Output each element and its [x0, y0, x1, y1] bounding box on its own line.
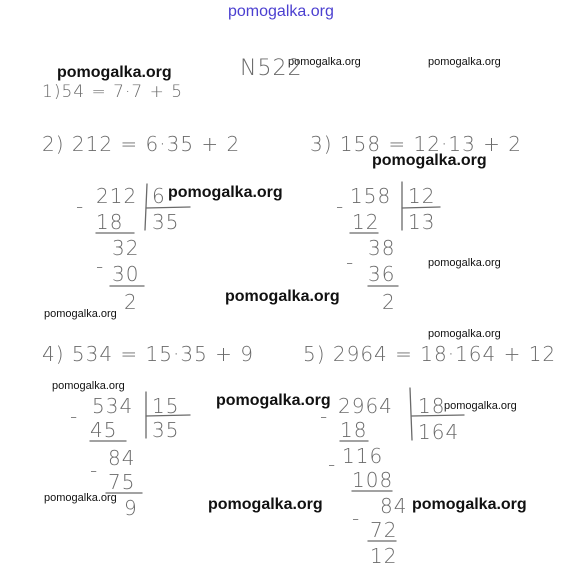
- equation-4: 4) 534 = 15·35 + 9: [42, 342, 254, 366]
- site-watermark: pomogalka.org: [444, 400, 517, 412]
- division-bracket: [146, 415, 190, 416]
- quotient: 13: [408, 210, 436, 234]
- site-watermark: pomogalka.org: [52, 380, 125, 392]
- remainder: 2: [382, 290, 396, 314]
- divisor: 12: [408, 184, 436, 208]
- site-watermark: pomogalka.org: [44, 492, 117, 504]
- subtrahend: 75: [108, 470, 136, 494]
- minus-sign: -: [70, 404, 79, 428]
- partial-dividend: 116: [342, 444, 384, 468]
- partial-dividend: 84: [108, 446, 136, 470]
- partial-dividend: 38: [368, 236, 396, 260]
- subtrahend: 45: [90, 418, 118, 442]
- site-watermark: pomogalka.org: [428, 257, 501, 269]
- division-bracket: [402, 207, 440, 208]
- site-watermark-top: pomogalka.org: [228, 3, 334, 20]
- subtrahend: 18: [96, 210, 124, 234]
- site-watermark: pomogalka.org: [288, 56, 361, 68]
- problem-number: N522: [240, 56, 303, 81]
- site-watermark: pomogalka.org: [57, 64, 172, 81]
- remainder: 9: [124, 496, 138, 520]
- site-watermark: pomogalka.org: [216, 392, 331, 409]
- remainder: 2: [124, 290, 138, 314]
- minus-sign: -: [76, 194, 85, 218]
- subtrahend: 72: [370, 518, 398, 542]
- minus-sign: -: [352, 506, 361, 530]
- dividend: 158: [350, 184, 392, 208]
- division-bracket: [412, 415, 464, 416]
- site-watermark: pomogalka.org: [44, 308, 117, 320]
- site-watermark: pomogalka.org: [372, 152, 487, 169]
- quotient: 164: [418, 420, 460, 444]
- site-watermark: pomogalka.org: [168, 184, 283, 201]
- divisor: 18: [418, 394, 446, 418]
- minus-sign: -: [328, 452, 337, 476]
- site-watermark: pomogalka.org: [208, 496, 323, 513]
- equation-1: 1)54 = 7·7 + 5: [42, 82, 184, 102]
- subtrahend: 12: [352, 210, 380, 234]
- partial-dividend: 84: [380, 494, 408, 518]
- minus-sign: -: [96, 254, 105, 278]
- equation-5: 5) 2964 = 18·164 + 12: [303, 342, 557, 366]
- site-watermark: pomogalka.org: [428, 56, 501, 68]
- division-bracket: [145, 184, 147, 230]
- quotient: 35: [152, 210, 180, 234]
- division-bracket: [410, 388, 412, 440]
- minus-sign: -: [320, 404, 329, 428]
- remainder: 12: [370, 544, 398, 568]
- site-watermark: pomogalka.org: [225, 288, 340, 305]
- dividend: 534: [92, 394, 134, 418]
- equation-3: 3) 158 = 12·13 + 2: [310, 132, 522, 156]
- subtrahend: 18: [340, 418, 368, 442]
- minus-sign: -: [346, 250, 355, 274]
- partial-dividend: 32: [112, 236, 140, 260]
- quotient: 35: [152, 418, 180, 442]
- divisor: 6: [152, 184, 166, 208]
- minus-sign: -: [90, 458, 99, 482]
- division-bracket: [146, 207, 190, 208]
- subtrahend: 30: [112, 262, 140, 286]
- subtrahend: 108: [352, 468, 394, 492]
- dividend: 2964: [338, 394, 393, 418]
- site-watermark: pomogalka.org: [412, 496, 527, 513]
- divisor: 15: [152, 394, 180, 418]
- dividend: 212: [96, 184, 138, 208]
- equation-2: 2) 212 = 6·35 + 2: [42, 132, 241, 156]
- minus-sign: -: [336, 194, 345, 218]
- subtrahend: 36: [368, 262, 396, 286]
- site-watermark: pomogalka.org: [428, 328, 501, 340]
